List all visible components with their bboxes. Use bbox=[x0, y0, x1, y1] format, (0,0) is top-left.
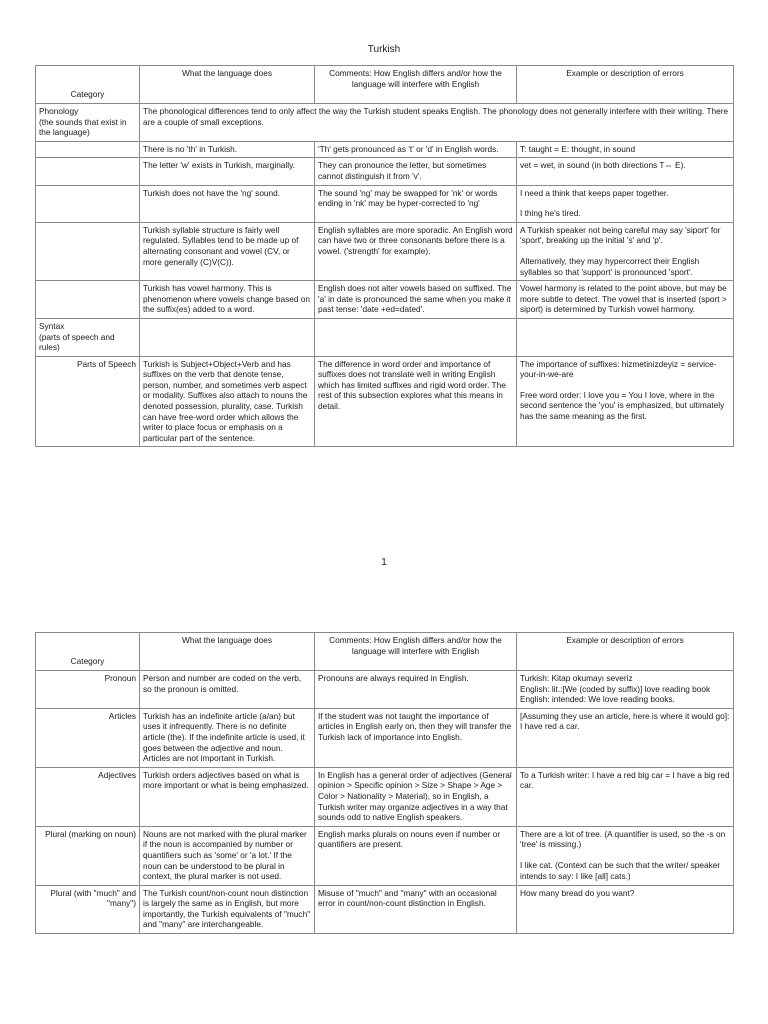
language-cell: Nouns are not marked with the plural marker if the noun is accompanied by number or quantifiers such as 'some' or 'a lot.' If the noun can be understood to be plural in context, the plural marker is not used. bbox=[140, 826, 315, 885]
language-cell: There is no 'th' in Turkish. bbox=[140, 141, 315, 158]
comments-cell: The sound 'ng' may be swapped for 'nk' or words ending in 'nk' may be hyper-corrected to 'ng' bbox=[315, 185, 517, 222]
example-text: Free word order: I love you = You I love, where in the second sentence the 'you' is emphasized, but ultimately has the same meaning as the first. bbox=[520, 389, 725, 422]
page-number: 1 bbox=[381, 557, 387, 568]
example-text: Turkish: Kitap okumayı severiz English: lit.:[We (coded by suffix)] love reading book English: intended: We love reading books. bbox=[520, 673, 711, 705]
example-text: [Assuming they use an article, here is where it would go]: I have red a car. bbox=[520, 710, 730, 732]
spanning-cell bbox=[140, 104, 734, 142]
category-cell: Adjectives bbox=[36, 767, 140, 826]
examples-cell bbox=[517, 671, 734, 709]
comments-cell: If the student was not taught the importance of articles in English early on, then they will transfer the Turkish lack of importance into English. bbox=[315, 708, 517, 767]
header-row bbox=[36, 633, 734, 671]
example-text: There are a lot of tree. (A quantifier is used, so the -s on 'tree' is missing.) bbox=[520, 828, 726, 850]
table-row bbox=[36, 885, 734, 933]
column-header: Comments: How English differs and/or how the language will interfere with English bbox=[315, 633, 517, 671]
header-row bbox=[36, 66, 734, 104]
table-row bbox=[36, 222, 734, 280]
spanning-text: The phonological differences tend to only affect the way the Turkish student speaks English. The phonology does not generally interfere with their writing. There are a couple of small exceptions. bbox=[143, 106, 729, 127]
column-header: Example or description of errors bbox=[517, 66, 734, 104]
example-text: I thing he's tired. bbox=[520, 208, 581, 219]
examples-cell bbox=[517, 281, 734, 319]
examples-cell bbox=[517, 356, 734, 447]
language-cell: Turkish does not have the 'ng' sound. bbox=[140, 185, 315, 222]
category-cell bbox=[36, 185, 140, 222]
language-cell: The Turkish count/non-count noun distinction is largely the same as in English, but more importantly, the Turkish equivalents of "much" and "many" are interchangeable. bbox=[140, 885, 315, 933]
examples-cell bbox=[517, 222, 734, 280]
category-cell bbox=[36, 222, 140, 280]
column-header: What the language does bbox=[140, 66, 315, 104]
example-text: How many bread do you want? bbox=[520, 887, 635, 898]
table-row bbox=[36, 318, 734, 356]
example-text: vet = wet, in sound (in both directions T⇔ E). bbox=[520, 160, 686, 171]
table-row bbox=[36, 671, 734, 709]
category-cell: Plural (with "much" and "many") bbox=[36, 885, 140, 933]
document-title: Turkish bbox=[367, 44, 401, 55]
example-text: Vowel harmony is related to the point above, but may be more subtle to detect. The vowel that is inserted (sport > siport) is determined by Turkish vowel harmony. bbox=[520, 283, 727, 315]
table-row bbox=[36, 356, 734, 447]
examples-cell bbox=[517, 826, 734, 885]
examples-cell bbox=[517, 767, 734, 826]
errors-table-page-1 bbox=[35, 65, 734, 447]
comments-cell: Misuse of "much" and "many" with an occasional error in count/non-count distinction in English. bbox=[315, 885, 517, 933]
example-text: To a Turkish writer: I have a red big car = I have a big red car. bbox=[520, 769, 730, 791]
table-row bbox=[36, 708, 734, 767]
table-row bbox=[36, 826, 734, 885]
table-row bbox=[36, 185, 734, 222]
category-cell: Parts of Speech bbox=[36, 356, 140, 447]
table-row bbox=[36, 767, 734, 826]
category-cell bbox=[36, 158, 140, 185]
examples-cell bbox=[517, 185, 734, 222]
examples-cell bbox=[517, 708, 734, 767]
category-cell: Pronoun bbox=[36, 671, 140, 709]
example-text: I need a think that keeps paper together. bbox=[520, 187, 669, 198]
table-row bbox=[36, 281, 734, 319]
examples-cell bbox=[517, 318, 734, 356]
table-row bbox=[36, 141, 734, 158]
column-header: Category bbox=[36, 66, 140, 104]
example-text: The importance of suffixes: hizmetinizdeyiz = service-your-in-we-are bbox=[520, 358, 717, 380]
language-cell bbox=[140, 318, 315, 356]
examples-cell bbox=[517, 885, 734, 933]
comments-cell: The difference in word order and importance of suffixes does not translate well in writing English which has limited suffixes and rigid word order. The rest of this subsection explores what this means in detail. bbox=[315, 356, 517, 447]
examples-cell bbox=[517, 158, 734, 185]
table-row bbox=[36, 104, 734, 142]
example-text: Alternatively, they may hypercorrect their English syllables so that 'support' is pronounced 'sport'. bbox=[520, 255, 700, 277]
comments-cell: English does not alter vowels based on suffixed. The 'a' in date is pronounced the same when you make it past tense: 'date +ed=dated'. bbox=[315, 281, 517, 319]
language-cell: Turkish has an indefinite article (a/an) but uses it infrequently. There is no definite article (the). If the indefinite article is used, it goes between the adjective and noun. Articles are not important in Turkish. bbox=[140, 708, 315, 767]
language-cell: Turkish has vowel harmony. This is phenomenon where vowels change based on the suffix(es) added to a word. bbox=[140, 281, 315, 319]
language-cell: Turkish is Subject+Object+Verb and has suffixes on the verb that denote tense, person, number, and sometimes verb aspect or modality. Suffixes also attach to nouns the denoted possession, plurality, case. Turkish can have free-word order which allows the writer to place focus or emphasis on a particular part of the sentence. bbox=[140, 356, 315, 447]
category-cell: Plural (marking on noun) bbox=[36, 826, 140, 885]
category-cell bbox=[36, 281, 140, 319]
comments-cell: They can pronounce the letter, but sometimes cannot distinguish it from 'v'. bbox=[315, 158, 517, 185]
category-cell: Syntax (parts of speech and rules) bbox=[36, 318, 140, 356]
language-cell: The letter 'w' exists in Turkish, marginally. bbox=[140, 158, 315, 185]
column-header: What the language does bbox=[140, 633, 315, 671]
column-header: Example or description of errors bbox=[517, 633, 734, 671]
category-cell: Phonology (the sounds that exist in the language) bbox=[36, 104, 140, 142]
errors-table-page-2 bbox=[35, 632, 734, 934]
language-cell: Turkish orders adjectives based on what is more important or what is being emphasized. bbox=[140, 767, 315, 826]
category-cell bbox=[36, 141, 140, 158]
column-header: Category bbox=[36, 633, 140, 671]
example-text: I like cat. (Context can be such that the writer/ speaker intends to say: I like [all] cats.) bbox=[520, 859, 721, 881]
comments-cell bbox=[315, 318, 517, 356]
language-cell: Turkish syllable structure is fairly well regulated. Syllables tend to be made up of alternating consonant and vowel (CV, or more generally (C)V(C)). bbox=[140, 222, 315, 280]
category-cell: Articles bbox=[36, 708, 140, 767]
comments-cell: 'Th' gets pronounced as 't' or 'd' in English words. bbox=[315, 141, 517, 158]
document-page-2 bbox=[0, 600, 768, 1024]
comments-cell: Pronouns are always required in English. bbox=[315, 671, 517, 709]
comments-cell: English marks plurals on nouns even if number or quantifiers are present. bbox=[315, 826, 517, 885]
examples-cell bbox=[517, 141, 734, 158]
comments-cell: In English has a general order of adjectives (General opinion > Specific opinion > Size > Shape > Age > Color > Nationality > Material), so in English, a Turkish writer may organize adjectives in a way that sounds odd to native English speakers. bbox=[315, 767, 517, 826]
example-text: A Turkish speaker not being careful may say 'siport' for 'sport', breaking up the initial 's' and 'p'. bbox=[520, 224, 721, 246]
column-header: Comments: How English differs and/or how the language will interfere with English bbox=[315, 66, 517, 104]
language-cell: Person and number are coded on the verb, so the pronoun is omitted. bbox=[140, 671, 315, 709]
example-text: T: taught = E: thought, in sound bbox=[520, 143, 636, 154]
comments-cell: English syllables are more sporadic. An English word can have two or three consonants before there is a vowel. ('strength' for example). bbox=[315, 222, 517, 280]
table-row bbox=[36, 158, 734, 185]
